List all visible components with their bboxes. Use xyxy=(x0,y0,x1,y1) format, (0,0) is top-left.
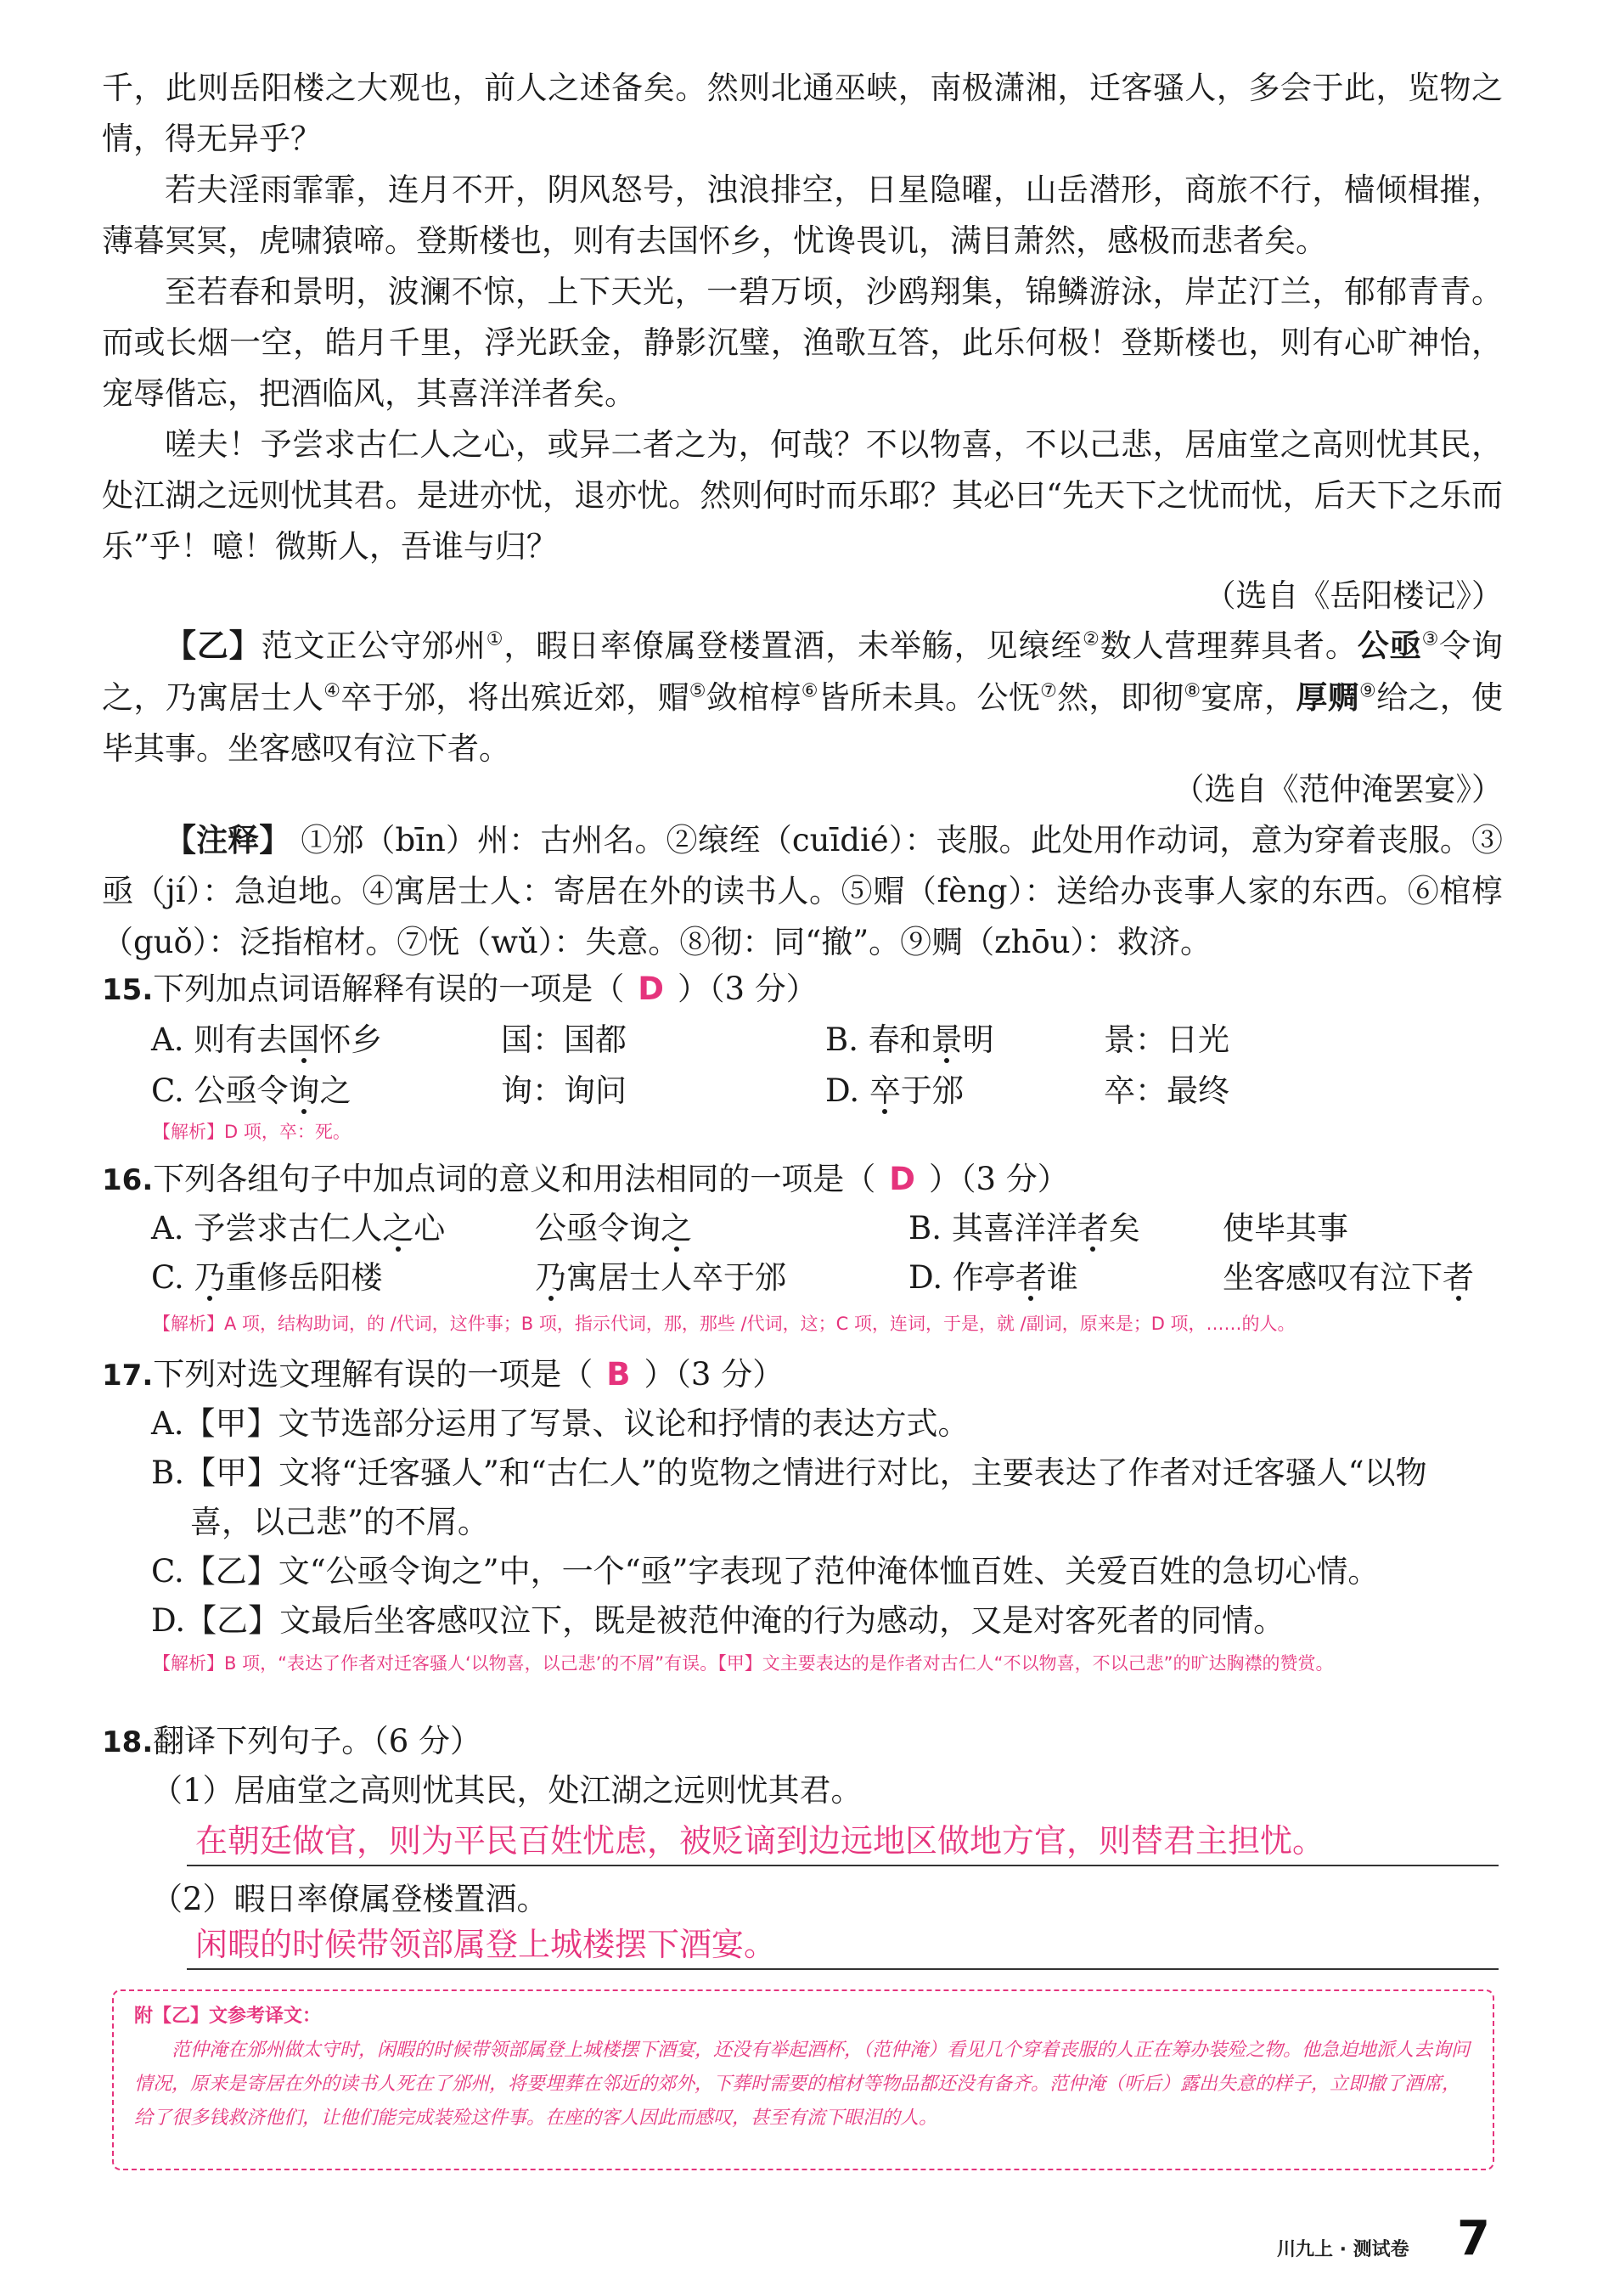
gloss-15-C: 询：询问 xyxy=(501,1072,627,1109)
option-17-D: D.【乙】文最后坐客感叹泣下，既是被范仲淹的行为感动，又是对客死者的同情。 xyxy=(151,1602,1285,1639)
option-16-C: C. 乃重修岳阳楼 xyxy=(151,1259,383,1296)
answer-18-2: 闲暇的时候带领部属登上城楼摆下酒宴。 xyxy=(195,1926,777,1963)
yi-label: 【乙】 xyxy=(165,627,262,664)
option-17-B-line1: B.【甲】文将“迁客骚人”和“古仁人”的览物之情进行对比，主要表达了作者对迁客骚人“以物 xyxy=(151,1455,1427,1491)
reference-translation-box xyxy=(112,1989,1494,2170)
question-18-stem: 18.翻译下列句子。（6 分） xyxy=(102,1723,482,1759)
option-15-B: B. 春和景明 xyxy=(825,1021,994,1058)
passage-paragraph-4: 嗟夫！予尝求古仁人之心，或异二者之为，何哉？不以物喜，不以己悲，居庙堂之高则忧其民，处江湖之远则忧其君。是进亦忧，退亦忧。然则何时而乐耶？其必曰“先天下之忧而忧，后天下之乐而乐”乎！噫！微斯人，吾谁与归？ xyxy=(102,426,1503,565)
question-16-stem: 16.下列各组句子中加点词的意义和用法相同的一项是（ D ）（3 分） xyxy=(102,1161,1069,1197)
footnote-ref: ⑤ xyxy=(689,680,706,702)
option-16-C-pair: 乃寓居士人卒于邠 xyxy=(535,1259,786,1296)
reference-body: 范仲淹在邠州做太守时，闲暇的时候带领部属登上城楼摆下酒宴，还没有举起酒杯，（范仲淹）看见几个穿着丧服的人正在筹办装殓之物。他急迫地派人去询问情况，原来是寄居在外的读书人死在了邠州，将要埋葬在邻近的郊外，下葬时需要的棺材等物品都还没有备齐。范仲淹（听后）露出失意的样子，立即撤了酒席，给了很多钱救济他们，让他们能完成装殓这件事。在座的客人因此而感叹，甚至有流下眼泪的人。 xyxy=(134,2040,1471,2129)
option-17-C: C.【乙】文“公亟令询之”中，一个“亟”字表现了范仲淹体恤百姓、关爱百姓的急切心情。 xyxy=(151,1553,1380,1590)
page-number: 7 xyxy=(1457,2211,1490,2266)
answer-17: B xyxy=(606,1356,631,1393)
explanation-17: 【解析】B 项，“表达了作者对迁客骚人‘以物喜，以己悲’的不屑”有误。【甲】文主要表达的是作者对古仁人“不以物喜，不以己悲”的旷达胸襟的赞赏。 xyxy=(153,1653,1334,1674)
question-17-stem: 17.下列对选文理解有误的一项是（ B ）（3 分） xyxy=(102,1356,785,1393)
notes-text: ①邠（bīn）州：古州名。②缞绖（cuīdié）：丧服。此处用作动词，意为穿着丧服。③亟（jí）：急迫地。④寓居士人：寄居在外的读书人。⑤赗（fèng）：送给办丧事人家的东西。⑥棺椁（guǒ）：泛指棺材。⑦怃（wǔ）：失意。⑧彻：同“撤”。⑨赒（zhōu）：救济。 xyxy=(102,822,1503,960)
footer-label: 川九上 · 测试卷 xyxy=(1277,2239,1409,2260)
question-15-stem: 15.下列加点词语解释有误的一项是（ D ）（3 分） xyxy=(102,971,818,1007)
footnote-ref: ② xyxy=(1083,628,1100,650)
option-17-A: A.【甲】文节选部分运用了写景、议论和抒情的表达方式。 xyxy=(151,1405,970,1442)
option-15-A: A. 则有去国怀乡 xyxy=(151,1021,383,1058)
source-citation-1: （选自《岳阳楼记》） xyxy=(1204,577,1503,614)
notes-label: 【注释】 xyxy=(165,822,291,858)
footnote-ref: ④ xyxy=(323,680,341,702)
option-16-D-pair: 坐客感叹有泣下者 xyxy=(1223,1259,1474,1296)
passage-yi: 【乙】范文正公守邠州①，暇日率僚属登楼置酒，未举觞，见缞绖②数人营理葬具者。公亟③令询之，乃寓居士人④卒于邠，将出殡近郊，赗⑤敛棺椁⑥皆所未具。公怃⑦然，即彻⑧宴席，厚赒⑨给之，使毕其事。坐客感叹有泣下者。 xyxy=(102,627,1504,767)
option-16-B: B. 其喜洋洋者矣 xyxy=(908,1210,1140,1246)
passage-paragraph-1: 千，此则岳阳楼之大观也，前人之述备矣。然则北通巫峡，南极潇湘，迁客骚人，多会于此，览物之情，得无异乎？ xyxy=(102,70,1503,157)
footnote-ref: ⑧ xyxy=(1184,680,1201,702)
explanation-15: 【解析】D 项，卒：死。 xyxy=(153,1122,351,1142)
footnote-ref: ① xyxy=(486,628,504,650)
gloss-15-B: 景：日光 xyxy=(1104,1021,1229,1058)
option-15-C: C. 公亟令询之 xyxy=(151,1072,352,1109)
footnote-ref: ⑦ xyxy=(1040,680,1058,702)
answer-line-2 xyxy=(187,1968,1499,1970)
footnote-ref: ③ xyxy=(1421,628,1440,650)
answer-16: D xyxy=(889,1161,915,1197)
question-18-sentence-2: （2）暇日率僚属登楼置酒。 xyxy=(151,1881,548,1917)
reference-title: 附【乙】文参考译文： xyxy=(134,2006,322,2027)
option-16-A-pair: 公亟令询之 xyxy=(535,1210,692,1246)
footnote-ref: ⑥ xyxy=(801,680,818,702)
footnote-ref: ⑨ xyxy=(1359,680,1377,702)
answer-18-1: 在朝廷做官，则为平民百姓忧虑，被贬谪到边远地区做地方官，则替君主担忧。 xyxy=(195,1822,1325,1860)
option-16-A: A. 予尝求古仁人之心 xyxy=(151,1210,446,1246)
passage-paragraph-2: 若夫淫雨霏霏，连月不开，阴风怒号，浊浪排空，日星隐曜，山岳潜形，商旅不行，樯倾楫摧，薄暮冥冥，虎啸猿啼。登斯楼也，则有去国怀乡，忧谗畏讥，满目萧然，感极而悲者矣。 xyxy=(102,172,1503,259)
option-15-D: D. 卒于邠 xyxy=(825,1072,964,1109)
gloss-15-A: 国：国都 xyxy=(501,1021,627,1058)
explanation-16: 【解析】A 项，结构助词，的 /代词，这件事；B 项，指示代词，那，那些 /代词，这；C 项，连词，于是，就 /副词，原来是；D 项，……的人。 xyxy=(153,1314,1296,1334)
passage-paragraph-3: 至若春和景明，波澜不惊，上下天光，一碧万顷，沙鸥翔集，锦鳞游泳，岸芷汀兰，郁郁青青。而或长烟一空，皓月千里，浮光跃金，静影沉璧，渔歌互答，此乐何极！登斯楼也，则有心旷神怡，宠辱偕忘，把酒临风，其喜洋洋者矣。 xyxy=(102,273,1503,412)
answer-15: D xyxy=(638,971,664,1007)
gloss-15-D: 卒：最终 xyxy=(1104,1072,1229,1109)
question-18-sentence-1: （1）居庙堂之高则忧其民，处江湖之远则忧其君。 xyxy=(151,1772,863,1809)
option-16-D: D. 作亭者谁 xyxy=(908,1259,1078,1296)
option-17-B-line2: 喜，以己悲”的不屑。 xyxy=(190,1504,489,1540)
source-citation-2: （选自《范仲淹罢宴》） xyxy=(1173,771,1503,808)
option-16-B-pair: 使毕其事 xyxy=(1223,1210,1348,1246)
answer-line-1 xyxy=(187,1865,1499,1866)
notes xyxy=(102,815,1503,968)
